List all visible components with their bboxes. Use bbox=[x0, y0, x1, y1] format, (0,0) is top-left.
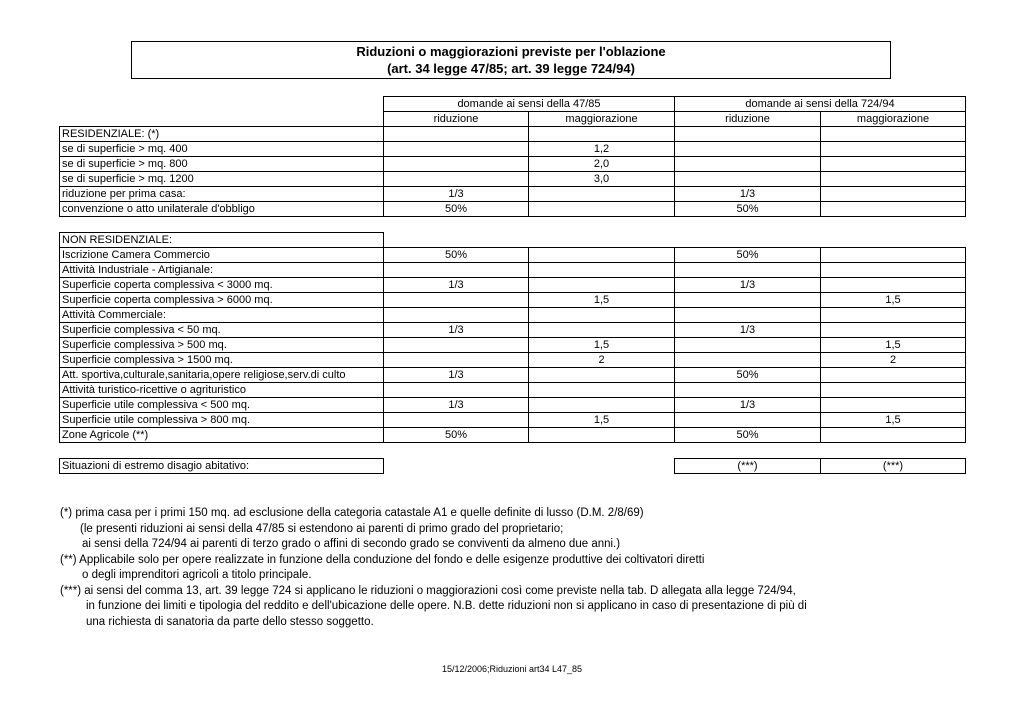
row-label: se di superficie > mq. 1200 bbox=[60, 172, 384, 187]
header-724-94: domande ai sensi della 724/94 bbox=[675, 97, 966, 112]
riduzione-47-cell: 50% bbox=[384, 248, 529, 263]
table-row bbox=[60, 428, 966, 443]
maggiorazione-47-cell bbox=[529, 398, 675, 413]
header-riduzione-47: riduzione bbox=[384, 112, 529, 127]
table-row bbox=[60, 413, 966, 428]
row-label: Att. sportiva,culturale,sanitaria,opere religiose,serv.di culto bbox=[60, 368, 384, 383]
maggiorazione-724-cell bbox=[821, 187, 966, 202]
riduzione-47-cell bbox=[384, 263, 529, 278]
note-line: (***) ai sensi del comma 13, art. 39 legge 724 si applicano le riduzioni o maggiorazioni così come previste nella tab. D allegata alla legge 724/94, bbox=[60, 584, 796, 597]
maggiorazione-724-cell: 1,5 bbox=[821, 413, 966, 428]
riduzione-724-cell: 1/3 bbox=[675, 278, 821, 293]
maggiorazione-47-cell: 1,2 bbox=[529, 142, 675, 157]
document-subtitle: (art. 34 legge 47/85; art. 39 legge 724/94) bbox=[387, 61, 635, 76]
document-title-box bbox=[131, 41, 891, 79]
maggiorazione-47-cell: 1,5 bbox=[529, 338, 675, 353]
maggiorazione-724-cell bbox=[821, 278, 966, 293]
maggiorazione-47-cell bbox=[529, 428, 675, 443]
maggiorazione-724-cell bbox=[821, 157, 966, 172]
disagio-label: Situazioni di estremo disagio abitativo: bbox=[60, 459, 384, 474]
riduzione-47-cell bbox=[384, 338, 529, 353]
maggiorazione-47-cell bbox=[529, 308, 675, 323]
spacer-row bbox=[60, 443, 966, 459]
riduzione-724-cell bbox=[675, 383, 821, 398]
riduzione-724-cell: 1/3 bbox=[675, 323, 821, 338]
riduzione-724-cell: 50% bbox=[675, 428, 821, 443]
table-row bbox=[60, 323, 966, 338]
note-line: una richiesta di sanatoria da parte dello stesso soggetto. bbox=[86, 615, 374, 628]
riduzione-724-cell bbox=[675, 353, 821, 368]
maggiorazione-47-cell: 1,5 bbox=[529, 293, 675, 308]
maggiorazione-47-cell: 2 bbox=[529, 353, 675, 368]
maggiorazione-724-cell bbox=[821, 368, 966, 383]
row-label: se di superficie > mq. 400 bbox=[60, 142, 384, 157]
riduzione-724-cell: 1/3 bbox=[675, 187, 821, 202]
riduzione-724-cell bbox=[675, 157, 821, 172]
riduzione-47-cell bbox=[384, 413, 529, 428]
row-label: RESIDENZIALE: (*) bbox=[60, 127, 384, 142]
row-label: Zone Agricole (**) bbox=[60, 428, 384, 443]
maggiorazione-724-cell bbox=[821, 202, 966, 217]
maggiorazione-724-cell bbox=[821, 308, 966, 323]
maggiorazione-724-cell bbox=[821, 142, 966, 157]
table-row bbox=[60, 263, 966, 278]
maggiorazione-47-cell bbox=[529, 187, 675, 202]
maggiorazione-47-cell bbox=[529, 127, 675, 142]
maggiorazione-724-cell bbox=[821, 127, 966, 142]
table-row bbox=[60, 383, 966, 398]
disagio-riduzione-724: (***) bbox=[675, 459, 821, 474]
riduzione-724-cell bbox=[675, 308, 821, 323]
riduzione-47-cell bbox=[384, 142, 529, 157]
row-label: Superficie complessiva > 500 mq. bbox=[60, 338, 384, 353]
oblazione-table bbox=[59, 96, 966, 474]
row-label: Attività Industriale - Artigianale: bbox=[60, 263, 384, 278]
maggiorazione-47-cell bbox=[529, 248, 675, 263]
maggiorazione-47-cell: 1,5 bbox=[529, 413, 675, 428]
maggiorazione-724-cell bbox=[821, 428, 966, 443]
riduzione-47-cell: 50% bbox=[384, 202, 529, 217]
maggiorazione-724-cell bbox=[821, 398, 966, 413]
table-row bbox=[60, 157, 966, 172]
row-label: Superficie coperta complessiva > 6000 mq. bbox=[60, 293, 384, 308]
note-line: (*) prima casa per i primi 150 mq. ad esclusione della categoria catastale A1 e quelle definite di lusso (D.M. 2/8/69) bbox=[60, 507, 644, 519]
header-47-85: domande ai sensi della 47/85 bbox=[384, 97, 675, 112]
maggiorazione-724-cell bbox=[821, 248, 966, 263]
footnotes bbox=[60, 506, 807, 630]
table-row bbox=[60, 142, 966, 157]
riduzione-47-cell bbox=[384, 172, 529, 187]
maggiorazione-47-cell bbox=[529, 263, 675, 278]
table-row bbox=[60, 353, 966, 368]
maggiorazione-47-cell: 2,0 bbox=[529, 157, 675, 172]
maggiorazione-47-cell bbox=[529, 202, 675, 217]
document-title: Riduzioni o maggiorazioni previste per l'oblazione bbox=[356, 44, 666, 59]
row-label: Attività Commerciale: bbox=[60, 308, 384, 323]
row-label: se di superficie > mq. 800 bbox=[60, 157, 384, 172]
note-line: in funzione dei limiti e tipologia del reddito e dell'ubicazione delle opere. N.B. dette riduzioni non si applicano in caso di presentazione di più di bbox=[86, 600, 807, 612]
table-header-group-row bbox=[60, 97, 966, 112]
table-row bbox=[60, 172, 966, 187]
maggiorazione-724-cell bbox=[821, 172, 966, 187]
maggiorazione-724-cell: 1,5 bbox=[821, 338, 966, 353]
row-label: convenzione o atto unilaterale d'obbligo bbox=[60, 202, 384, 217]
header-maggiorazione-724: maggiorazione bbox=[821, 112, 966, 127]
table-row bbox=[60, 248, 966, 263]
row-label: Iscrizione Camera Commercio bbox=[60, 248, 384, 263]
maggiorazione-724-cell: 2 bbox=[821, 353, 966, 368]
table-row bbox=[60, 368, 966, 383]
riduzione-724-cell bbox=[675, 172, 821, 187]
riduzione-47-cell bbox=[384, 383, 529, 398]
riduzione-47-cell: 50% bbox=[384, 428, 529, 443]
table-row bbox=[60, 187, 966, 202]
table-row bbox=[60, 202, 966, 217]
page-footer: 15/12/2006;Riduzioni art34 L47_85 bbox=[441, 664, 583, 674]
note-line: o degli imprenditori agricoli a titolo principale. bbox=[82, 569, 312, 581]
row-label: Superficie utile complessiva < 500 mq. bbox=[60, 398, 384, 413]
table-row bbox=[60, 278, 966, 293]
disagio-row bbox=[60, 459, 966, 474]
spacer-row bbox=[60, 217, 966, 233]
header-maggiorazione-47: maggiorazione bbox=[529, 112, 675, 127]
riduzione-47-cell: 1/3 bbox=[384, 278, 529, 293]
header-riduzione-724: riduzione bbox=[675, 112, 821, 127]
note-line: ai sensi della 724/94 ai parenti di terzo grado o affini di secondo grado se conviventi da almeno due anni.) bbox=[82, 538, 621, 550]
riduzione-47-cell bbox=[384, 308, 529, 323]
riduzione-47-cell: 1/3 bbox=[384, 398, 529, 413]
maggiorazione-724-cell: 1,5 bbox=[821, 293, 966, 308]
row-label: Superficie complessiva < 50 mq. bbox=[60, 323, 384, 338]
riduzione-724-cell: 50% bbox=[675, 368, 821, 383]
riduzione-724-cell: 1/3 bbox=[675, 398, 821, 413]
note-line: (le presenti riduzioni ai sensi della 47/85 si estendono ai parenti di primo grado del proprietario; bbox=[80, 522, 564, 535]
maggiorazione-724-cell bbox=[821, 383, 966, 398]
riduzione-724-cell bbox=[675, 263, 821, 278]
riduzione-724-cell: 50% bbox=[675, 248, 821, 263]
maggiorazione-47-cell bbox=[529, 368, 675, 383]
riduzione-724-cell bbox=[675, 127, 821, 142]
riduzione-47-cell: 1/3 bbox=[384, 323, 529, 338]
riduzione-47-cell bbox=[384, 353, 529, 368]
riduzione-47-cell bbox=[384, 293, 529, 308]
maggiorazione-724-cell bbox=[821, 323, 966, 338]
maggiorazione-47-cell bbox=[529, 278, 675, 293]
riduzione-47-cell bbox=[384, 127, 529, 142]
table-row bbox=[60, 308, 966, 323]
maggiorazione-47-cell bbox=[529, 383, 675, 398]
table-row bbox=[60, 127, 966, 142]
riduzione-724-cell bbox=[675, 338, 821, 353]
table-row bbox=[60, 293, 966, 308]
table-row bbox=[60, 338, 966, 353]
maggiorazione-724-cell bbox=[821, 263, 966, 278]
riduzione-724-cell bbox=[675, 413, 821, 428]
row-label: riduzione per prima casa: bbox=[60, 187, 384, 202]
row-label: Attività turistico-ricettive o agrituristico bbox=[60, 383, 384, 398]
row-label: Superficie coperta complessiva < 3000 mq. bbox=[60, 278, 384, 293]
maggiorazione-47-cell: 3,0 bbox=[529, 172, 675, 187]
row-label: Superficie utile complessiva > 800 mq. bbox=[60, 413, 384, 428]
riduzione-724-cell bbox=[675, 293, 821, 308]
non-residenziale-title-row bbox=[60, 233, 966, 248]
disagio-maggiorazione-724: (***) bbox=[821, 459, 966, 474]
note-line: (**) Applicabile solo per opere realizzate in funzione della conduzione del fondo e delle esigenze produttive dei coltivatori diretti bbox=[60, 553, 705, 566]
riduzione-724-cell bbox=[675, 142, 821, 157]
maggiorazione-47-cell bbox=[529, 323, 675, 338]
table-row bbox=[60, 398, 966, 413]
table-header-sub-row bbox=[60, 112, 966, 127]
non-residenziale-title: NON RESIDENZIALE: bbox=[60, 233, 384, 248]
row-label: Superficie complessiva > 1500 mq. bbox=[60, 353, 384, 368]
riduzione-47-cell: 1/3 bbox=[384, 368, 529, 383]
riduzione-724-cell: 50% bbox=[675, 202, 821, 217]
riduzione-47-cell: 1/3 bbox=[384, 187, 529, 202]
riduzione-47-cell bbox=[384, 157, 529, 172]
